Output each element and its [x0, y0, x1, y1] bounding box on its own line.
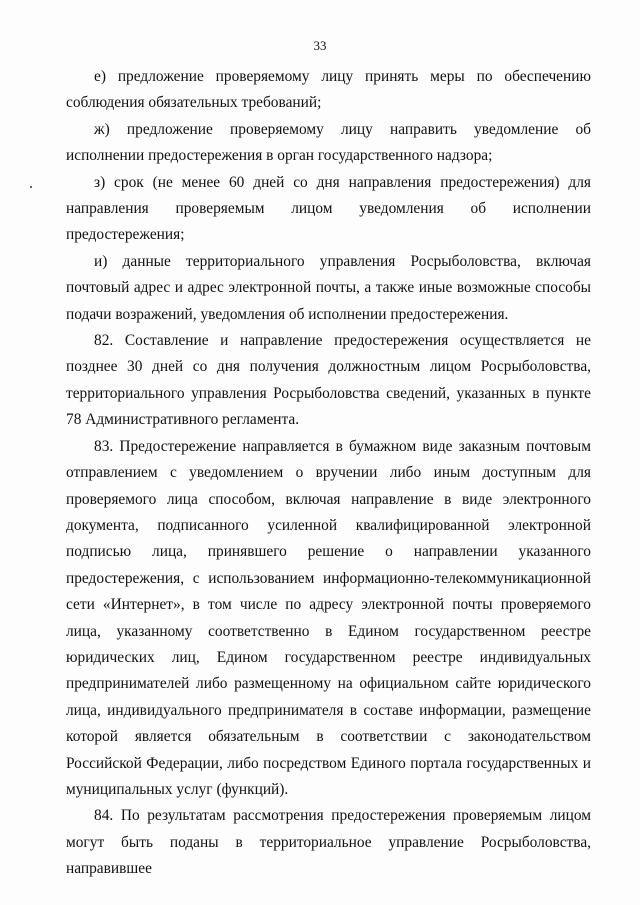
- paragraph-item-zh: ж) предложение проверяемому лицу направить уведомление об исполнении предостережения в орган государственного надзора;: [66, 120, 591, 165]
- page-number: 33: [313, 38, 327, 53]
- paragraph-item-i: и) данные территориального управления Росрыболовства, включая почтовый адрес и адрес электронной почты, а также иные возможные способы подачи возражений, уведомления об исполнении предостережения.: [66, 252, 591, 323]
- paragraph-84: 84. По результатам рассмотрения предостережения проверяемым лицом могут быть поданы в территориальное управление Росрыболовства, направившее: [66, 807, 591, 878]
- paragraph-item-e: е) предложение проверяемому лицу принять меры по обеспечению соблюдения обязательных требований;: [66, 68, 591, 112]
- paragraph-item-z: з) срок (не менее 60 дней со дня направления предостережения) для направления проверяемым лицом уведомления об исполнении предостережения;: [66, 173, 591, 244]
- paragraph-83: 83. Предостережение направляется в бумажном виде заказным почтовым отправлением с уведомлением о вручении либо иным доступным для проверяемого лица способом, включая направление в виде электронного документа, подписанного усиленной квалифицированной электронной подписью лица, принявшего решение о направлении указанного предостережения, с использованием информационно-телекоммуникационной сети «Интернет», в том числе по адресу электронной почты проверяемого лица, указанному соответственно в Едином государственном реестре юридических лиц, Едином государственном реестре индивидуальных предпринимателей либо размещенному на официальном сайте юридического лица, индивидуального предпринимателя в составе информации, размещение которой является обязательным в соответствии с законодательством Российской Федерации, либо посредством Единого портала государственных и муниципальных услуг (функций).: [66, 437, 591, 798]
- document-body: [66, 64, 591, 883]
- scan-mark: [30, 186, 32, 188]
- paragraph-82: 82. Составление и направление предостережения осуществляется не позднее 30 дней со дня получения должностным лицом Росрыболовства, территориального управления Росрыболовства сведений, указанных в пункте 78 Административного регламента.: [66, 332, 591, 429]
